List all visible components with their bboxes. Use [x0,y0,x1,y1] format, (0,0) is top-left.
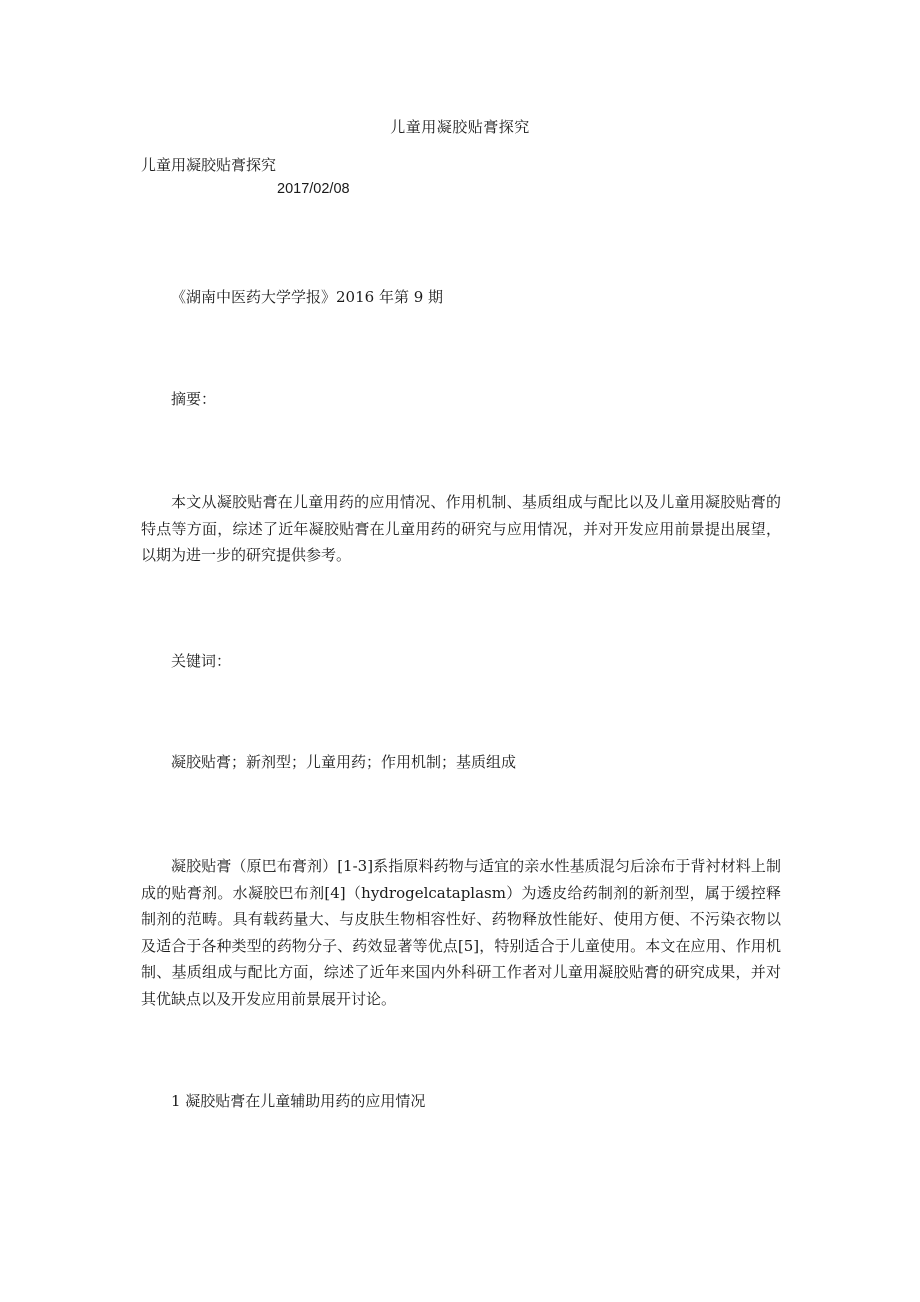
section-heading-1: 1 凝胶贴膏在儿童辅助用药的应用情况 [171,1092,426,1110]
intro-paragraph: 凝胶贴膏（原巴布膏剂）[1-3]系指原料药物与适宜的亲水性基质混匀后涂布于背衬材料上制成的贴膏剂。水凝胶巴布剂[4]（hydrogelcataplasm）为透皮给药制剂的新剂型，属于缓控释制剂的范畴。具有载药量大、与皮肤生物相容性好、药物释放性能好、使用方便、不污染衣物以及适合于各种类型的药物分子、药效显著等优点[5]，特别适合于儿童使用。本文在应用、作用机制、基质组成与配比方面，综述了近年来国内外科研工作者对儿童用凝胶贴膏的研究成果，并对其优缺点以及开发应用前景展开讨论。 [141,857,781,1008]
keywords-list: 凝胶贴膏；新剂型；儿童用药；作用机制；基质组成 [171,753,517,771]
article-title: 儿童用凝胶贴膏探究 [141,156,277,174]
abstract-label: 摘要： [171,390,217,408]
publish-date: 2017/02/08 [277,181,350,197]
keywords-label: 关键词： [171,652,232,670]
journal-source: 《湖南中医药大学学报》2016 年第 9 期 [171,288,444,306]
abstract-text: 本文从凝胶贴膏在儿童用药的应用情况、作用机制、基质组成与配比以及儿童用凝胶贴膏的特点等方面，综述了近年凝胶贴膏在儿童用药的研究与应用情况，并对开发应用前景提出展望，以期为进一步的研究提供参考。 [141,493,781,564]
page-header-title: 儿童用凝胶贴膏探究 [390,118,530,136]
